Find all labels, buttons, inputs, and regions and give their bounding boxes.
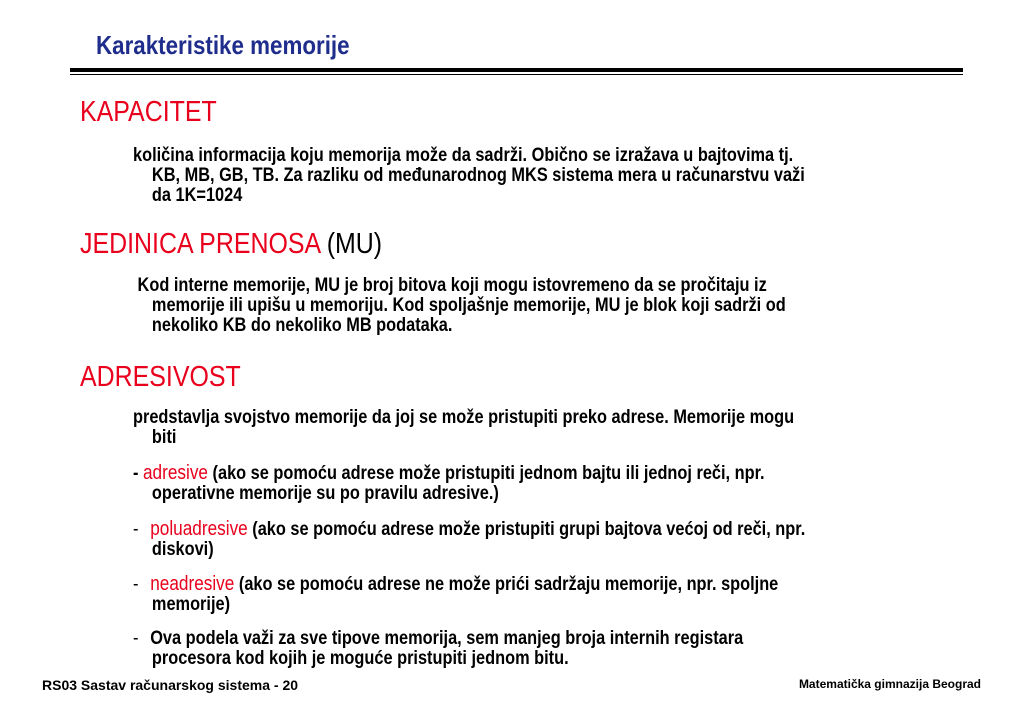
item-text: Ova podela važi za sve tipove memorija, sem manjeg broja internih registara	[150, 628, 744, 649]
list-item-line	[133, 463, 933, 484]
item-text: (ako se pomoću adrese može pristupiti jednom bajtu ili jednoj reči, npr.	[208, 463, 765, 484]
list-dash: -	[133, 574, 139, 595]
title-divider-thin	[70, 74, 963, 75]
text-line: količina informacija koju memorija može da sadrži. Obično se izražava u bajtovima tj.	[133, 145, 794, 166]
list-item-line: diskovi)	[151, 539, 214, 560]
section-heading-adresivost: ADRESIVOST	[80, 361, 241, 393]
list-dash: -	[133, 519, 139, 540]
item-text: (ako se pomoću adrese ne može prići sadržaju memorije, npr. spoljne	[234, 574, 779, 595]
list-item	[133, 519, 933, 560]
item-text: (ako se pomoću adrese može pristupiti grupi bajtova većoj od reči, npr.	[247, 519, 806, 540]
term-highlight: poluadresive	[150, 518, 248, 540]
section-body-jedinica-prenosa	[133, 276, 933, 336]
list-item	[133, 463, 933, 504]
page-title: Karakteristike memorije	[96, 30, 350, 60]
list-item-line: operativne memorije su po pravilu adresive.)	[151, 483, 499, 504]
heading-suffix: (MU)	[326, 228, 383, 260]
list-item-line	[133, 574, 933, 595]
section-body-kapacitet	[133, 146, 933, 206]
section-heading-jedinica-prenosa	[80, 228, 382, 261]
text-line: biti	[151, 427, 177, 448]
text-line: Kod interne memorije, MU je broj bitova koji mogu istovremeno da se pročitaju iz	[133, 275, 767, 296]
list-item-line	[133, 519, 933, 540]
footer-institution: Matematička gimnazija Beograd	[798, 677, 981, 691]
list-item-line	[133, 629, 933, 649]
text-line: KB, MB, GB, TB. Za razliku od međunarodnog MKS sistema mera u računarstvu važi	[151, 165, 805, 186]
list-item	[133, 574, 933, 615]
term-highlight: neadresive	[150, 573, 235, 595]
text-line: memorije ili upišu u memoriju. Kod spoljašnje memorije, MU je blok koji sadrži od	[151, 295, 786, 316]
list-dash: -	[133, 628, 139, 649]
term-highlight: adresive	[142, 462, 209, 484]
list-item	[133, 629, 933, 669]
list-item-line: procesora kod kojih je moguće pristupiti jednom bitu.	[151, 648, 569, 669]
footer-slide-label: RS03 Sastav računarskog sistema - 20	[42, 677, 299, 693]
section-heading-kapacitet: KAPACITET	[80, 96, 217, 128]
section-body-adresivost	[133, 408, 933, 448]
text-line: nekoliko KB do nekoliko MB podataka.	[151, 315, 453, 336]
title-divider-thick	[70, 68, 963, 72]
text-line: da 1K=1024	[151, 185, 243, 206]
text-line: predstavlja svojstvo memorije da joj se može pristupiti preko adrese. Memorije mogu	[133, 407, 795, 428]
heading-text: JEDINICA PRENOSA	[80, 228, 320, 260]
list-item-line: memorije)	[151, 594, 231, 615]
list-dash: -	[133, 463, 143, 484]
